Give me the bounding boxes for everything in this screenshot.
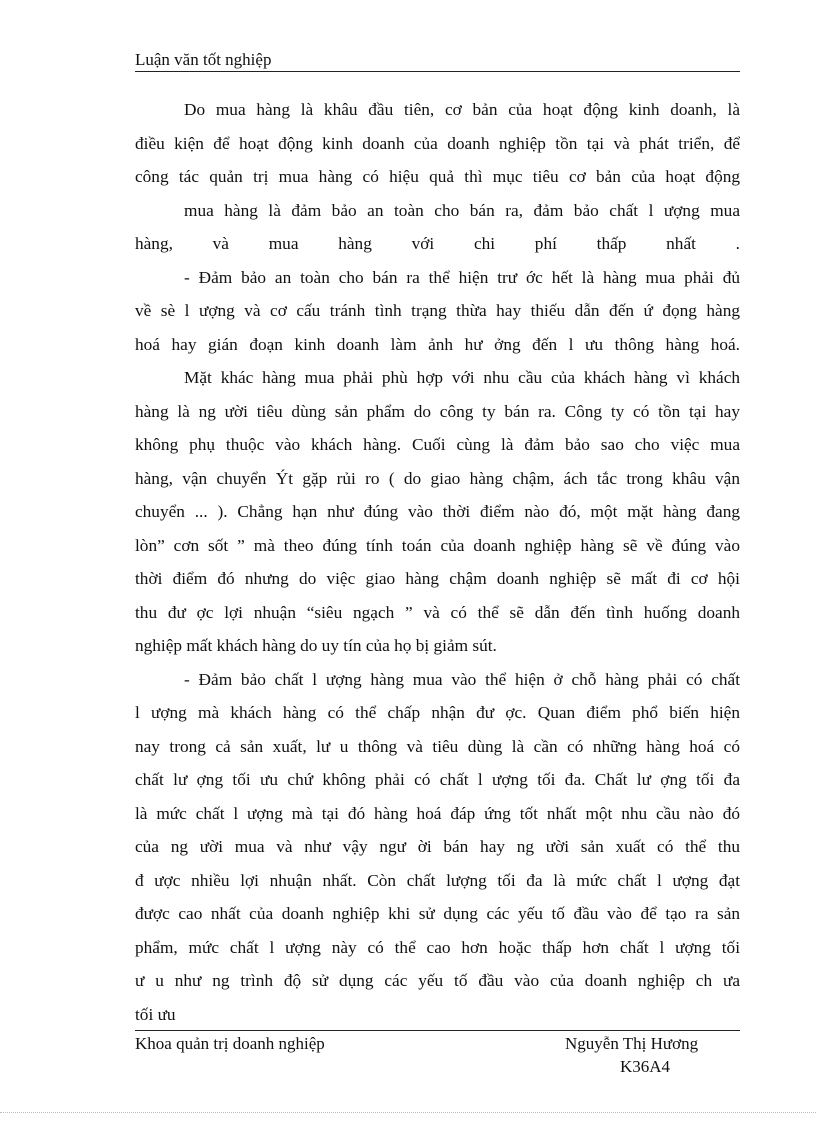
paragraph-line: về sè l ượng và cơ cấu tránh tình trạng thừa hay thiếu dẫn đến ứ đọng hàng	[135, 301, 740, 320]
paragraph-line: đ ược nhiều lợi nhuận nhất. Còn chất lượng tối đa là mức chất l ượng đạt	[135, 870, 740, 890]
paragraph-line: Do mua hàng là khâu đầu tiên, cơ bản của hoạt động kinh doanh, là	[184, 100, 740, 119]
footer-divider	[135, 1030, 740, 1031]
paragraph-line: - Đảm bảo an toàn cho bán ra thể hiện trư ớc hết là hàng mua phải đủ	[184, 267, 740, 287]
paragraph-line: chất lư ợng tối ưu chứ không phải có chất l ượng tối đa. Chất lư ợng tối đa	[135, 770, 740, 789]
paragraph-line: hàng, và mua hàng với chi phí thấp nhất .	[135, 234, 740, 253]
paragraph-line: nghiệp mất khách hàng do uy tín của họ bị giảm sút.	[135, 636, 497, 655]
paragraph-line: không phụ thuộc vào khách hàng. Cuối cùng là đảm bảo sao cho việc mua	[135, 435, 740, 454]
paragraph-line: l ượng mà khách hàng có thể chấp nhận đư ợc. Quan điểm phổ biến hiện	[135, 703, 740, 722]
paragraph-line: tối ưu	[135, 1004, 176, 1024]
paragraph-line: lòn” cơn sốt ” mà theo đúng tính toán của doanh nghiệp hàng sẽ về đúng vào	[135, 535, 740, 555]
paragraph-line: của ng ười mua và như vậy ngư ời bán hay ng ười sản xuất có thể thu	[135, 837, 740, 856]
paragraph-line: ư u như ng trình độ sử dụng các yếu tố đầu vào của doanh nghiệp ch ưa	[135, 971, 740, 990]
paragraph-line: chuyển ... ). Chẳng hạn như đúng vào thời điểm nào đó, một mặt hàng đang	[135, 502, 740, 521]
paragraph-line: phẩm, mức chất l ượng này có thể cao hơn hoặc thấp hơn chất l ượng tối	[135, 937, 740, 957]
paragraph-line: Mặt khác hàng mua phải phù hợp với nhu cầu của khách hàng vì khách	[184, 368, 740, 387]
paragraph-line: được cao nhất của doanh nghiệp khi sử dụng các yếu tố đầu vào để tạo ra sản	[135, 904, 740, 923]
footer-author: Nguyễn Thị Hương	[565, 1034, 699, 1053]
page-header: Luận văn tốt nghiệp	[135, 50, 272, 69]
paragraph-line: hàng, vận chuyển Ýt gặp rủi ro ( do giao hàng chậm, ách tắc trong khâu vận	[135, 468, 740, 488]
footer-department: Khoa quản trị doanh nghiệp	[135, 1034, 325, 1053]
page-boundary	[0, 1112, 816, 1113]
header-divider	[135, 71, 740, 72]
paragraph-line: mua hàng là đảm bảo an toàn cho bán ra, đảm bảo chất l ượng mua	[184, 200, 740, 220]
paragraph-line: nay trong cả sản xuất, lư u thông và tiêu dùng là cần có những hàng hoá có	[135, 736, 740, 756]
paragraph-line: hàng là ng ười tiêu dùng sản phẩm do công ty bán ra. Công ty có tồn tại hay	[135, 401, 740, 421]
paragraph-line: - Đảm bảo chất l ượng hàng mua vào thể hiện ở chỗ hàng phải có chất	[184, 669, 740, 689]
paragraph-line: thu đư ợc lợi nhuận “siêu ngạch ” và có thể sẽ dẫn đến tình huống doanh	[135, 602, 740, 622]
paragraph-line: công tác quản trị mua hàng có hiệu quả thì mục tiêu cơ bản của hoạt động	[135, 167, 740, 186]
paragraph-line: hoá hay gián đoạn kinh doanh làm ảnh hư ởng đến l ưu thông hàng hoá.	[135, 334, 740, 354]
paragraph-line: thời điểm đó nhưng do việc giao hàng chậm doanh nghiệp sẽ mất đi cơ hội	[135, 569, 740, 588]
footer-class-code: K36A4	[620, 1057, 671, 1076]
paragraph-line: điều kiện để hoạt động kinh doanh của doanh nghiệp tồn tại và phát triển, để	[135, 133, 740, 153]
paragraph-line: là mức chất l ượng mà tại đó hàng hoá đáp ứng tốt nhất một nhu cầu nào đó	[135, 803, 740, 823]
document-body	[135, 93, 740, 1031]
